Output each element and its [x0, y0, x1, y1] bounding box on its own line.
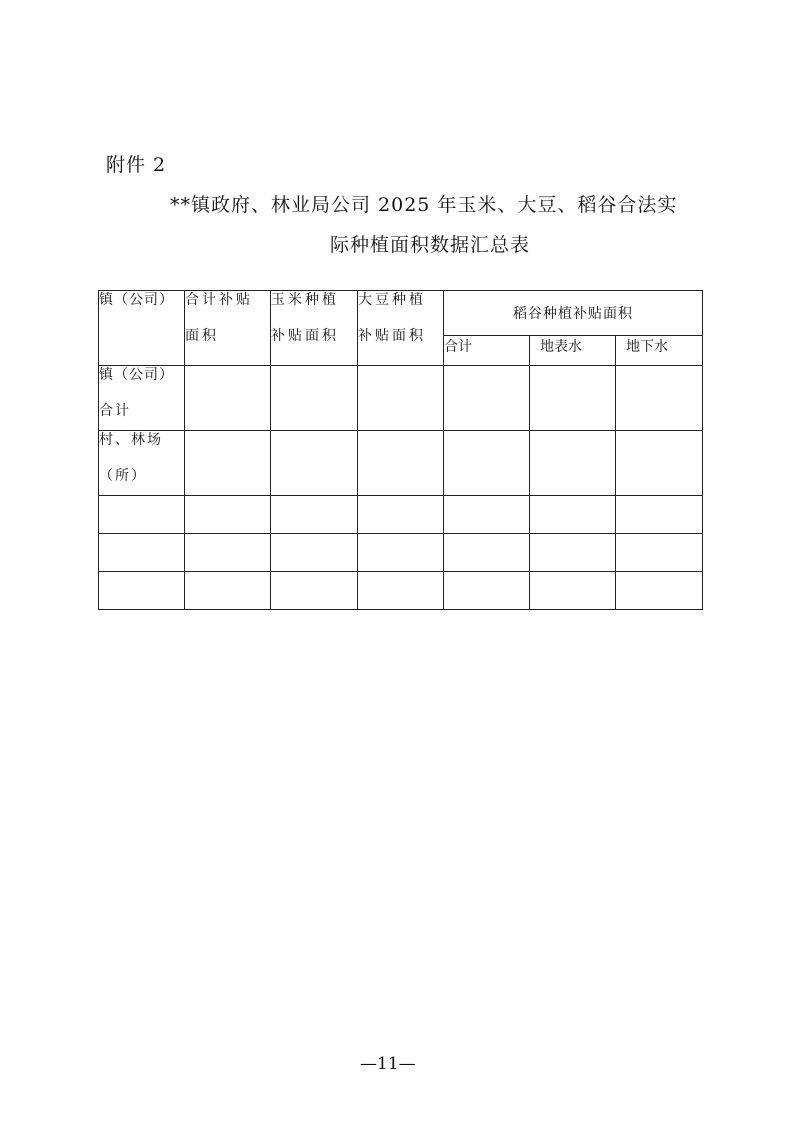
table-cell[interactable]	[530, 572, 616, 610]
header-town-label: 镇（公司）	[99, 292, 174, 308]
header-soybean-label-b: 补贴面积	[358, 328, 426, 344]
table-cell[interactable]	[358, 572, 444, 610]
header-soybean-subsidy-area	[358, 291, 444, 366]
table-cell[interactable]	[271, 366, 358, 431]
table-cell[interactable]	[616, 431, 703, 496]
row-label-village-forest-farm	[99, 431, 185, 496]
table-header-row	[99, 291, 703, 336]
table-cell[interactable]	[530, 366, 616, 431]
table-cell[interactable]	[99, 534, 185, 572]
attachment-label: 附件 2	[106, 154, 167, 176]
table-cell[interactable]	[185, 366, 271, 431]
header-corn-label-b: 补贴面积	[271, 328, 339, 344]
table-cell[interactable]	[530, 431, 616, 496]
page-number: —11—	[360, 1054, 416, 1074]
row-label-b: （所）	[99, 468, 147, 484]
row-label-town-total	[99, 366, 185, 431]
header-total-subsidy-label-b: 面积	[185, 328, 219, 344]
table-row	[99, 431, 703, 496]
header-rice-groundwater: 地下水	[616, 336, 703, 366]
table-row	[99, 496, 703, 534]
summary-table	[98, 290, 703, 610]
table-cell[interactable]	[358, 534, 444, 572]
table-row	[99, 572, 703, 610]
table-cell[interactable]	[185, 534, 271, 572]
table-cell[interactable]	[616, 572, 703, 610]
document-title-line-1: **镇政府、林业局公司 2025 年玉米、大豆、稻谷合法实	[170, 194, 678, 216]
table-cell[interactable]	[271, 496, 358, 534]
row-label-a: 镇（公司）	[99, 367, 174, 383]
table-cell[interactable]	[185, 572, 271, 610]
table-cell[interactable]	[358, 431, 444, 496]
header-total-subsidy-label-a: 合计补贴	[185, 292, 253, 308]
row-label-a: 村、林场	[99, 432, 163, 448]
table-cell[interactable]	[444, 366, 530, 431]
table-cell[interactable]	[444, 496, 530, 534]
table-cell[interactable]	[616, 366, 703, 431]
table-cell[interactable]	[271, 431, 358, 496]
header-rice-surface-water: 地表水	[530, 336, 616, 366]
header-corn-label-a: 玉米种植	[271, 292, 339, 308]
table-cell[interactable]	[616, 496, 703, 534]
document-title-line-2: 际种植面积数据汇总表	[330, 234, 531, 256]
table-cell[interactable]	[616, 534, 703, 572]
table-cell[interactable]	[99, 572, 185, 610]
header-town	[99, 291, 185, 366]
table-cell[interactable]	[185, 496, 271, 534]
table-cell[interactable]	[530, 496, 616, 534]
header-rice-subsidy-area: 稻谷种植补贴面积	[444, 291, 703, 336]
table-cell[interactable]	[358, 496, 444, 534]
table-cell[interactable]	[271, 534, 358, 572]
table-cell[interactable]	[444, 534, 530, 572]
row-label-b: 合计	[99, 403, 131, 419]
table-cell[interactable]	[444, 431, 530, 496]
table-cell[interactable]	[530, 534, 616, 572]
table-cell[interactable]	[99, 496, 185, 534]
table-cell[interactable]	[185, 431, 271, 496]
table-row	[99, 366, 703, 431]
table-row	[99, 534, 703, 572]
header-total-subsidy-area	[185, 291, 271, 366]
header-rice-total: 合计	[444, 336, 530, 366]
header-corn-subsidy-area	[271, 291, 358, 366]
table-cell[interactable]	[271, 572, 358, 610]
header-soybean-label-a: 大豆种植	[358, 292, 426, 308]
table-cell[interactable]	[358, 366, 444, 431]
table-cell[interactable]	[444, 572, 530, 610]
